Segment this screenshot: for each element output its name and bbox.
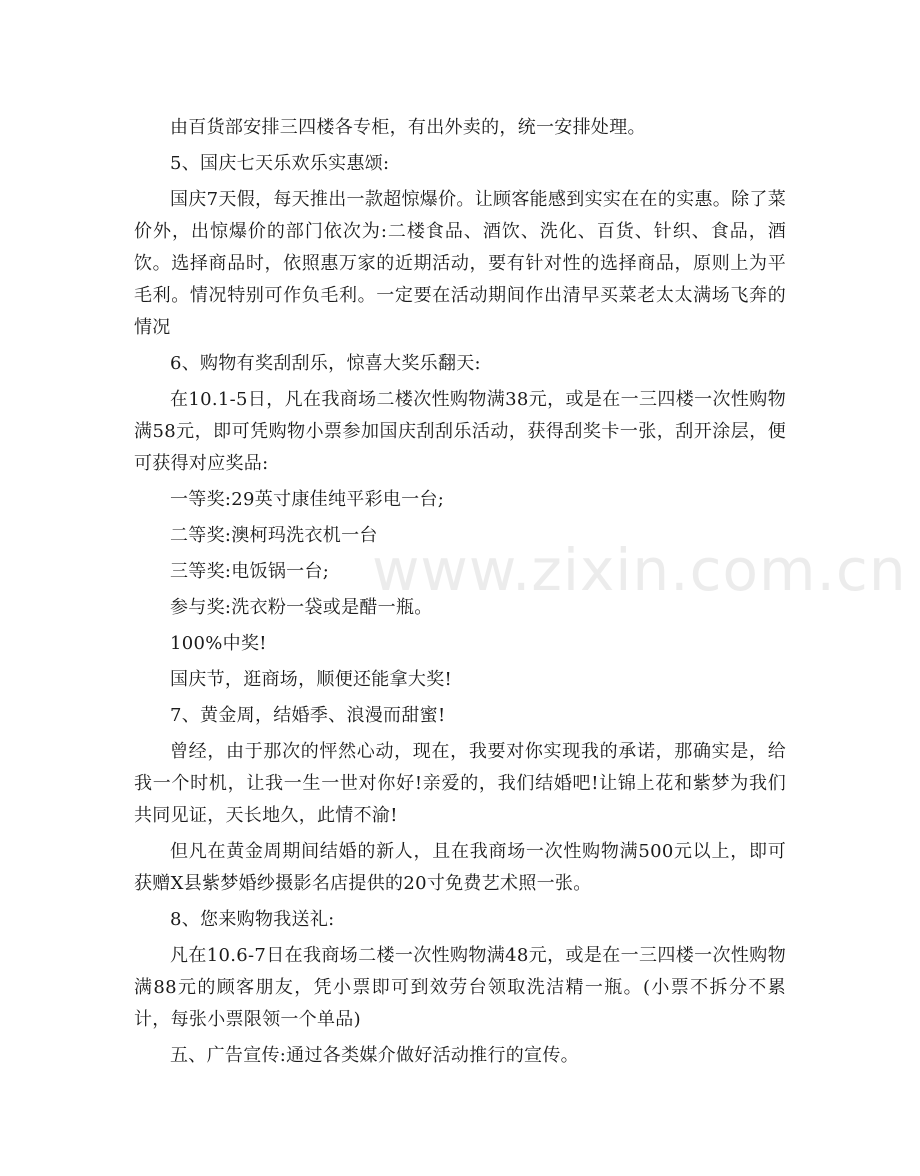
slogan-line: 国庆节，逛商场，顺便还能拿大奖! (170, 669, 453, 690)
paragraph-wedding-offer: 但凡在黄金周期间结婚的新人，且在我商场一次性购物满500元以上，即可获赠X县紫梦婚纱摄影名店提供的20寸免费艺术照一张。 (134, 841, 786, 894)
prize-second: 二等奖:澳柯玛洗衣机一台 (170, 525, 378, 546)
paragraph-scratch-card-rules: 在10.1-5日，凡在我商场二楼次性购物满38元，或是在一三四楼一次性购物满58元，即可凭购物小票参加国庆刮刮乐活动，获得刮奖卡一张，刮开涂层，便可获得对应奖品: (134, 389, 786, 474)
prize-guarantee: 100%中奖! (170, 633, 267, 654)
section-heading-advertising: 五、广告宣传:通过各类媒介做好活动推行的宣传。 (170, 1045, 579, 1066)
section-heading-7: 7、黄金周，结婚季、浪漫而甜蜜! (170, 705, 446, 726)
section-heading-5: 5、国庆七天乐欢乐实惠颂: (170, 153, 390, 174)
paragraph-national-day-deals: 国庆7天假，每天推出一款超惊爆价。让顾客能感到实实在在的实惠。除了菜价外，出惊爆价的部门依次为:二楼食品、酒饮、洗化、百货、针织、食品，酒饮。选择商品时，依照惠万家的近期活动，要有针对性的选择商品，原则上为平毛利。情况特别可作负毛利。一定要在活动期间作出清早买菜老太太满场飞奔的情况 (134, 189, 786, 338)
prize-participation: 参与奖:洗衣粉一袋或是醋一瓶。 (170, 597, 433, 618)
paragraph-wedding-promise: 曾经，由于那次的怦然心动，现在，我要对你实现我的承诺，那确实是，给我一个时机，让我一生一世对你好!亲爱的，我们结婚吧!让锦上花和紫梦为我们共同见证，天长地久，此情不渝! (134, 741, 786, 826)
watermark: www.zixin.com.cn (372, 536, 907, 604)
paragraph-intro: 由百货部安排三四楼各专柜，有出外卖的，统一安排处理。 (170, 117, 646, 138)
section-heading-8: 8、您来购物我送礼: (170, 909, 335, 930)
paragraph-gift-offer: 凡在10.6-7日在我商场二楼一次性购物满48元，或是在一三四楼一次性购物满88元的顾客朋友，凭小票即可到效劳台领取洗洁精一瓶。(小票不拆分不累计，每张小票限领一个单品) (134, 945, 786, 1030)
document-body (134, 112, 786, 1076)
prize-third: 三等奖:电饭锅一台; (170, 561, 330, 582)
prize-first: 一等奖:29英寸康佳纯平彩电一台; (170, 489, 445, 510)
section-heading-6: 6、购物有奖刮刮乐，惊喜大奖乐翻天: (170, 353, 481, 374)
